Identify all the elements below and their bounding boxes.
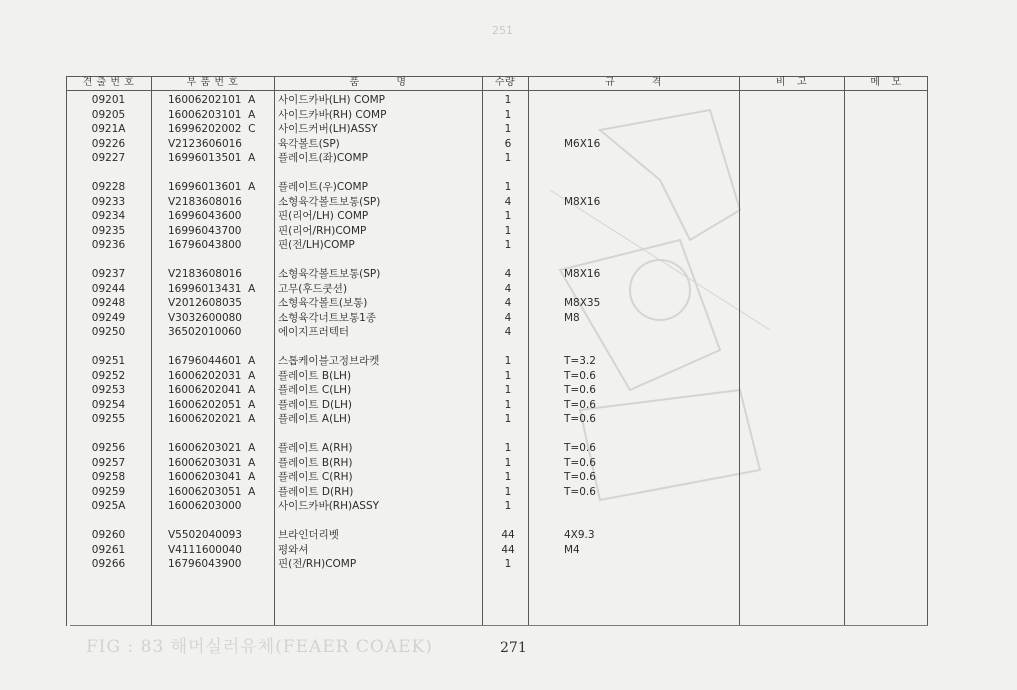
- cell-part-no: 16006203021 A: [168, 442, 256, 454]
- cell-spec: [564, 151, 734, 165]
- page-top-mark: 251: [492, 24, 513, 37]
- cell-part-no: 16006203051 A: [168, 485, 256, 498]
- cell-name: 육각볼트(SP): [278, 137, 340, 150]
- cell-name: 소형육각너트보통1종: [278, 311, 376, 324]
- cell-part-no: 16006202051 A: [168, 398, 256, 411]
- cell-spec: T=3.2: [564, 355, 596, 367]
- cell-spec: T=0.6: [564, 398, 596, 411]
- cell-name: 브라인더리벳: [278, 529, 339, 541]
- cell-part-no: 16796043900: [168, 558, 242, 570]
- cell-name: 플레이트 C(LH): [278, 384, 352, 396]
- table-row: [66, 224, 928, 238]
- cell-spec: M6X16: [564, 137, 601, 150]
- header-spec: 규 격: [604, 77, 663, 88]
- cell-ref-no: 09258: [91, 471, 126, 483]
- cell-part-no: 16006203101 A: [168, 108, 256, 121]
- cell-qty: 1: [504, 123, 512, 135]
- cell-name: 핀(전/LH)COMP: [278, 239, 355, 251]
- cell-qty: 44: [501, 529, 515, 541]
- cell-part-no: V2183608016: [168, 195, 242, 208]
- cell-part-no: 16996043700: [168, 224, 242, 237]
- cell-name: 소형육각볼트보통(SP): [278, 268, 381, 280]
- cell-spec: [564, 180, 734, 194]
- table-row: [66, 195, 928, 209]
- cell-qty: 1: [504, 108, 512, 121]
- cell-spec: [564, 282, 734, 296]
- cell-name: 사이드카바(LH) COMP: [278, 94, 385, 106]
- cell-spec: M8X16: [564, 195, 601, 208]
- cell-name: 에이지프러텍터: [278, 326, 350, 338]
- header-part-no: 부 품 번 호: [186, 77, 239, 88]
- cell-name: 핀(리어/LH) COMP: [278, 210, 369, 222]
- cell-ref-no: 09257: [91, 456, 126, 469]
- cell-name: 고무(후드쿳션): [278, 282, 348, 295]
- cell-ref-no: 09259: [91, 485, 126, 498]
- cell-name: 플레이트 B(RH): [278, 456, 353, 469]
- cell-spec: [564, 499, 734, 513]
- table-row: [66, 456, 928, 470]
- cell-qty: 4: [504, 268, 512, 280]
- cell-name: 플레이트(우)COMP: [278, 181, 368, 193]
- cell-qty: 1: [504, 94, 512, 106]
- cell-part-no: 16006202041 A: [168, 384, 256, 396]
- cell-name: 소형육각볼트보통(SP): [278, 195, 381, 208]
- cell-qty: 1: [504, 355, 512, 367]
- cell-ref-no: 09228: [91, 181, 126, 193]
- cell-ref-no: 09249: [91, 311, 126, 324]
- cell-ref-no: 09250: [91, 326, 126, 338]
- table-row: [66, 557, 928, 571]
- table-row: [66, 528, 928, 542]
- table-row: [66, 354, 928, 368]
- cell-ref-no: 09201: [91, 94, 126, 106]
- cell-spec: [564, 224, 734, 238]
- cell-spec: M8X16: [564, 268, 601, 280]
- cell-qty: 1: [504, 224, 512, 237]
- cell-part-no: 16006202031 A: [168, 369, 256, 382]
- cell-part-no: 36502010060: [168, 326, 242, 338]
- cell-qty: 1: [504, 485, 512, 498]
- cell-ref-no: 09226: [91, 137, 126, 150]
- cell-name: 플레이트 A(RH): [278, 442, 353, 454]
- cell-ref-no: 09252: [91, 369, 126, 382]
- cell-name: 소형육각볼트(보통): [278, 297, 368, 309]
- table-row: [66, 238, 928, 252]
- cell-name: 사이드커버(LH)ASSY: [278, 123, 378, 135]
- cell-qty: 4: [504, 326, 512, 338]
- cell-qty: 1: [504, 500, 512, 512]
- cell-spec: [564, 238, 734, 252]
- cell-name: 플레이트(좌)COMP: [278, 152, 368, 164]
- cell-spec: [564, 325, 734, 339]
- cell-spec: T=0.6: [564, 456, 596, 469]
- cell-qty: 1: [504, 398, 512, 411]
- table-row: [66, 267, 928, 281]
- header-ref-no: 견 출 번 호: [82, 77, 135, 88]
- cell-qty: 4: [504, 195, 512, 208]
- cell-name: 핀(전/RH)COMP: [278, 558, 357, 570]
- cell-part-no: V4111600040: [168, 543, 242, 556]
- cell-spec: M8: [564, 311, 580, 324]
- cell-name: 사이드카바(RH)ASSY: [278, 500, 380, 512]
- table-row: [66, 441, 928, 455]
- table-row: [66, 369, 928, 383]
- cell-ref-no: 09237: [91, 268, 126, 280]
- cell-ref-no: 09266: [91, 558, 126, 570]
- cell-ref-no: 09205: [91, 108, 126, 121]
- cell-part-no: V5502040093: [168, 529, 242, 541]
- cell-ref-no: 0921A: [91, 123, 126, 135]
- cell-spec: [564, 93, 734, 107]
- cell-spec: T=0.6: [564, 442, 596, 454]
- cell-ref-no: 09233: [91, 195, 126, 208]
- cell-qty: 1: [504, 369, 512, 382]
- cell-spec: T=0.6: [564, 485, 596, 498]
- cell-ref-no: 09236: [91, 239, 126, 251]
- cell-part-no: V2123606016: [168, 137, 242, 150]
- table-row: [66, 209, 928, 223]
- cell-qty: 1: [504, 239, 512, 251]
- cell-qty: 1: [504, 210, 512, 222]
- cell-part-no: 16006202101 A: [168, 94, 256, 106]
- header-remarks: 비 고: [775, 77, 808, 88]
- cell-spec: [564, 108, 734, 122]
- header-name: 품 명: [349, 77, 407, 88]
- cell-spec: T=0.6: [564, 471, 596, 483]
- cell-ref-no: 09255: [91, 413, 126, 425]
- cell-qty: 6: [504, 137, 512, 150]
- table-row: [66, 311, 928, 325]
- cell-qty: 1: [504, 471, 512, 483]
- cell-ref-no: 09244: [91, 282, 126, 295]
- table-row: [66, 485, 928, 499]
- cell-qty: 1: [504, 558, 512, 570]
- cell-qty: 1: [504, 456, 512, 469]
- cell-part-no: 16006202021 A: [168, 413, 256, 425]
- cell-part-no: 16996013431 A: [168, 282, 256, 295]
- table-row: [66, 543, 928, 557]
- cell-ref-no: 09260: [91, 529, 126, 541]
- cell-qty: 1: [504, 442, 512, 454]
- cell-ref-no: 09235: [91, 224, 126, 237]
- cell-ref-no: 09248: [91, 297, 126, 309]
- cell-part-no: 16996043600: [168, 210, 242, 222]
- cell-qty: 1: [504, 181, 512, 193]
- cell-qty: 4: [504, 297, 512, 309]
- cell-part-no: 16996013601 A: [168, 181, 256, 193]
- cell-ref-no: 09251: [91, 355, 126, 367]
- table-row: [66, 383, 928, 397]
- cell-ref-no: 09254: [91, 398, 126, 411]
- table-row: [66, 412, 928, 426]
- bottom-rule: [70, 625, 928, 626]
- cell-spec: M8X35: [564, 297, 601, 309]
- cell-qty: 1: [504, 152, 512, 164]
- cell-name: 플레이트 C(RH): [278, 471, 353, 483]
- table-row: [66, 296, 928, 310]
- cell-spec: [564, 122, 734, 136]
- cell-part-no: 16006203041 A: [168, 471, 256, 483]
- cell-spec: 4X9.3: [564, 529, 595, 541]
- table-row: [66, 151, 928, 165]
- cell-part-no: 16006203000: [168, 500, 242, 512]
- cell-part-no: 16006203031 A: [168, 456, 256, 469]
- parts-table: [66, 76, 928, 626]
- table-row: [66, 122, 928, 136]
- cell-ref-no: 09227: [91, 152, 126, 164]
- table-row: [66, 470, 928, 484]
- cell-qty: 4: [504, 311, 512, 324]
- cell-ref-no: 09261: [91, 543, 126, 556]
- cell-spec: M4: [564, 543, 580, 556]
- table-row: [66, 108, 928, 122]
- cell-part-no: V2183608016: [168, 268, 242, 280]
- cell-name: 플레이트 D(LH): [278, 398, 352, 411]
- cell-ref-no: 09253: [91, 384, 126, 396]
- cell-spec: [564, 209, 734, 223]
- table-row: [66, 282, 928, 296]
- table-row: [66, 398, 928, 412]
- cell-ref-no: 09256: [91, 442, 126, 454]
- table-row: [66, 180, 928, 194]
- cell-ref-no: 09234: [91, 210, 126, 222]
- cell-part-no: V2012608035: [168, 297, 242, 309]
- cell-spec: T=0.6: [564, 413, 596, 425]
- cell-part-no: 16996202002 C: [168, 123, 256, 135]
- table-row: [66, 137, 928, 151]
- cell-name: 사이드카바(RH) COMP: [278, 108, 387, 121]
- table-body: [66, 76, 928, 626]
- cell-name: 스톱케이블고정브라켓: [278, 355, 380, 367]
- cell-qty: 1: [504, 384, 512, 396]
- header-qty: 수량: [494, 77, 516, 88]
- cell-spec: [564, 557, 734, 571]
- cell-name: 평와셔: [278, 543, 309, 556]
- cell-name: 플레이트 D(RH): [278, 485, 354, 498]
- cell-part-no: 16996013501 A: [168, 152, 256, 164]
- cell-name: 플레이트 A(LH): [278, 413, 352, 425]
- cell-spec: T=0.6: [564, 384, 596, 396]
- page-number: 271: [500, 640, 527, 656]
- table-row: [66, 499, 928, 513]
- cell-part-no: 16796044601 A: [168, 355, 256, 367]
- cell-name: 핀(리어/RH)COMP: [278, 224, 367, 237]
- cell-spec: T=0.6: [564, 369, 596, 382]
- show-through-caption: FIG : 83 해머실러유체(FEAER COAEK): [86, 637, 433, 657]
- cell-qty: 4: [504, 282, 512, 295]
- cell-name: 플레이트 B(LH): [278, 369, 352, 382]
- cell-qty: 1: [504, 413, 512, 425]
- cell-ref-no: 0925A: [91, 500, 126, 512]
- table-row: [66, 93, 928, 107]
- cell-qty: 44: [501, 543, 515, 556]
- cell-part-no: 16796043800: [168, 239, 242, 251]
- cell-part-no: V3032600080: [168, 311, 242, 324]
- table-row: [66, 325, 928, 339]
- header-memo: 메 모: [870, 77, 902, 88]
